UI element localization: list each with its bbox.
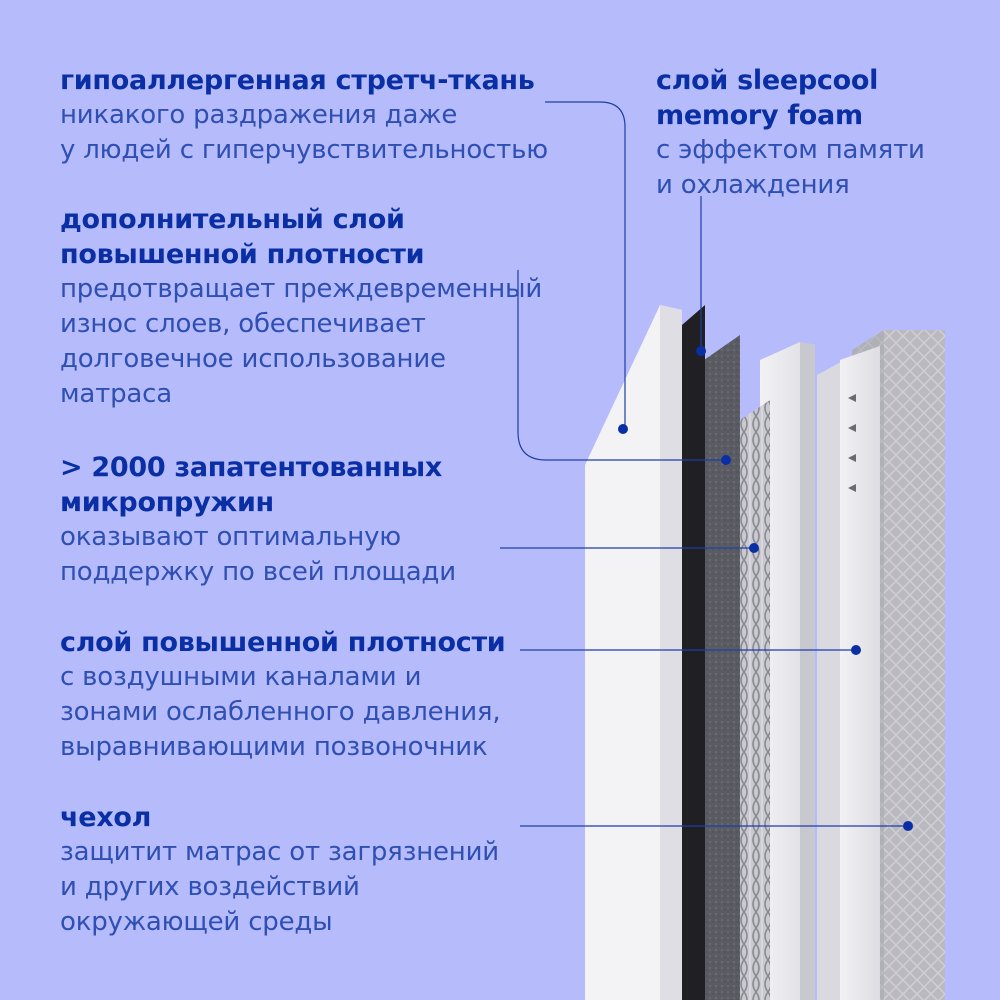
label-description: защитит матрас от загрязнений и других воздействий окружающей среды xyxy=(60,837,499,937)
marker-dot-stretch-fabric xyxy=(618,424,628,434)
label-title: чехол xyxy=(60,802,152,833)
label-description: с эффектом памяти и охлаждения xyxy=(656,135,925,200)
layer-stretch-fabric xyxy=(585,305,682,1000)
label-title: слой повышенной плотности xyxy=(60,627,506,658)
label-memory-foam xyxy=(656,63,925,203)
label-title: дополнительный слой повышенной плотности xyxy=(60,204,425,270)
label-high-density-foam xyxy=(60,625,505,765)
layer-micro-springs xyxy=(740,400,770,1000)
label-dense-layer xyxy=(60,202,542,412)
label-description: с воздушными каналами и зонами ослабленного давления, выравнивающими позвоночник xyxy=(60,662,501,762)
label-cover xyxy=(60,800,499,940)
label-title: > 2000 запатентованных микропружин xyxy=(60,452,443,518)
marker-dot-springs xyxy=(749,543,759,553)
label-title: гипоаллергенная стретч-ткань xyxy=(60,65,535,96)
marker-dot-memory-foam xyxy=(696,346,706,356)
label-micro-springs xyxy=(60,450,456,590)
label-title: слой sleepcool memory foam xyxy=(656,65,879,131)
label-description: предотвращает преждевременный износ слоев, обеспечивает долговечное использование матраса xyxy=(60,274,543,409)
marker-dot-cover xyxy=(903,821,913,831)
leader-line-stretch-fabric xyxy=(545,102,625,428)
label-description: никакого раздражения даже у людей с гиперчувствительностью xyxy=(60,100,548,165)
marker-dot-foam xyxy=(851,645,861,655)
label-stretch-fabric xyxy=(60,63,548,168)
layer-felt xyxy=(704,335,740,1000)
marker-dot-dense-layer xyxy=(721,455,731,465)
layer-black xyxy=(682,305,705,1000)
layer-high-density-foam xyxy=(817,346,880,1000)
label-description: оказывают оптимальную поддержку по всей площади xyxy=(60,522,456,587)
